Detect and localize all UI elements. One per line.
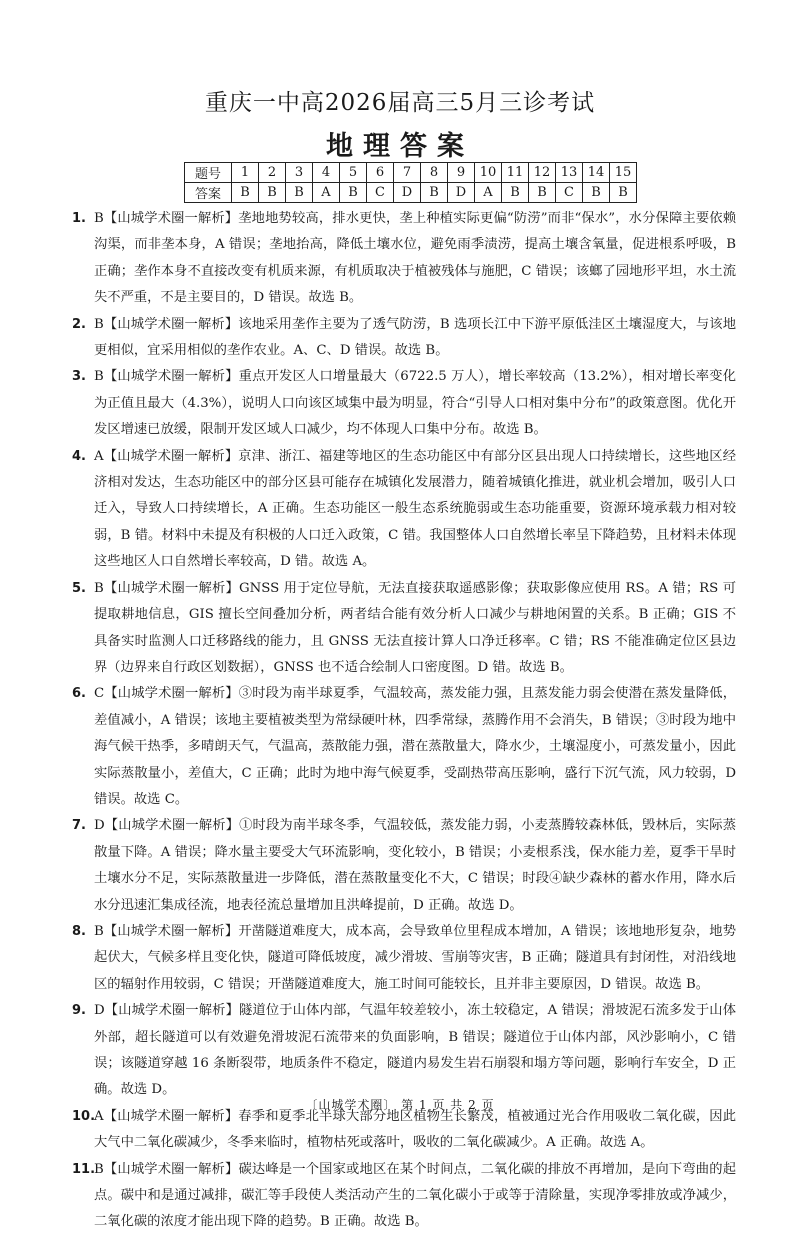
answer-table-answer: B [259,183,286,203]
answer-table-answer: D [394,183,421,203]
answer-table-number-row [185,163,637,183]
answer-table-answer: C [367,183,394,203]
question-explanation: D【山城学术圈一解析】隧道位于山体内部，气温年较差较小，冻土较稳定，A 错误；滑坡泥石流多发于山体外部，超长隧道可以有效避免滑坡泥石流带来的负面影响，B 错误；隧道位于山体内部，风沙影响小，C 错误；该隧道穿越 16 条断裂带，地质条件不稳定，隧道内易发生岩石崩裂和塌方等问题，影响行车安全，D 正确。故选 D。 [94,1003,736,1098]
answer-table-number: 11 [502,163,529,183]
answer-table-number: 15 [610,163,637,183]
page-footer: 〔山城学术圈〕 第 1 页 共 2 页 [305,1098,495,1112]
question-explanation: A【山城学术圈一解析】京津、浙江、福建等地区的生态功能区中有部分区县出现人口持续增长，这些地区经济相对发达，生态功能区中的部分区县可能存在城镇化发展潜力，随着城镇化推进，就业机会增加，吸引人口迁入，导致人口持续增长，A 正确。生态功能区一般生态系统脆弱或生态功能重要，资源环境承载力相对较弱，B 错。材料中未提及有积极的人口迁入政策，C 错。我国整体人口自然增长率呈下降趋势，且材料未体现这些地区人口自然增长率较高，D 错。故选 A。 [94,448,736,570]
question-item [72,576,736,682]
question-number: 8. [72,923,86,939]
answer-table-number: 7 [394,163,421,183]
question-number: 1. [72,211,86,226]
question-number: 11. [72,1161,96,1177]
question-explanation: C【山城学术圈一解析】③时段为南半球夏季，气温较高，蒸发能力强，且蒸发能力弱会使潜在蒸发量降低，差值减小，A 错误；该地主要植被类型为常绿硬叶林，四季常绿，蒸腾作用不会消失，B 错误；③时段为地中海气候干热季，多晴朗天气，气温高，蒸散能力强，潜在蒸散量大，降水少，土壤湿度小，可蒸发量小，因此实际蒸散量小，差值大，C 正确；此时为地中海气候夏季，受副热带高压影响，盛行下沉气流，风力较弱，D 错误。故选 C。 [94,686,736,807]
question-explanation: B【山城学术圈一解析】碳达峰是一个国家或地区在某个时间点，二氧化碳的排放不再增加，是向下弯曲的起点。碳中和是通过减排，碳汇等手段使人类活动产生的二氧化碳小于或等于清除量，实现净零排放或净减少，二氧化碳的浓度才能出现下降的趋势。B 正确。故选 B。 [94,1161,736,1230]
question-list [72,206,736,1236]
question-explanation: D【山城学术圈一解析】①时段为南半球冬季，气温较低，蒸发能力弱，小麦蒸腾较森林低，毁林后，实际蒸散量下降。A 错误；降水量主要受大气环流影响，变化较小，B 错误；小麦根系浅，保水能力差，夏季干旱时土壤水分不足，实际蒸散量进一步降低，潜在蒸散量变化不大，C 错误；时段④缺少森林的蓄水作用，降水后水分迅速汇集成径流，地表径流总量增加且洪峰提前，D 正确。故选 D。 [94,818,736,913]
question-number: 5. [72,580,86,596]
answer-table-number: 12 [529,163,556,183]
question-explanation: A【山城学术圈一解析】春季和夏季北半球大部分地区植物生长繁茂，植被通过光合作用吸收二氧化碳，因此大气中二氧化碳减少，冬季来临时，植物枯死或落叶，吸收的二氧化碳减少。A 正确。故选 A。 [94,1108,736,1151]
answer-table-number: 5 [340,163,367,183]
question-item [72,206,736,312]
question-explanation: B【山城学术圈一解析】重点开发区人口增量最大（6722.5 万人），增长率较高（13.2%），相对增长率变化为正值且最大（4.3%），说明人口向该区域集中最为明显，符合“引导人口相对集中分布”的政策意图。优化开发区增速已放缓，限制开发区域人口减少，均不体现人口集中分布。故选 B。 [94,369,736,438]
answer-table-number: 2 [259,163,286,183]
answer-table-answer: B [232,183,259,203]
answer-table-answer: A [313,183,340,203]
question-item [72,919,736,998]
question-explanation: B【山城学术圈一解析】开凿隧道难度大，成本高，会导致单位里程成本增加，A 错误；该地地形复杂，地势起伏大，气候多样且变化快，隧道可降低坡度，减少滑坡、雪崩等灾害，B 正确；隧道具有封闭性，对沿线地区的辐射作用较弱，C 错误；开凿隧道难度大，施工时间可能较长，且并非主要原因，D 错误。故选 B。 [94,923,736,992]
answer-table-answer: B [583,183,610,203]
answer-table [184,162,637,203]
page-title: 重庆一中高2026届高三5月三诊考试 [204,90,596,116]
question-number: 2. [72,316,86,332]
question-item [72,813,736,919]
answer-table-answer: B [502,183,529,203]
answer-table-number: 4 [313,163,340,183]
answer-table-number: 6 [367,163,394,183]
answer-table-number: 13 [556,163,583,183]
page-subtitle: 地理答案 [326,131,474,162]
answer-table-answer: D [448,183,475,203]
answer-table-number: 14 [583,163,610,183]
question-item [72,312,736,365]
question-number: 7. [72,818,86,834]
answer-table-number: 8 [421,163,448,183]
question-number: 4. [72,448,86,464]
question-explanation: B【山城学术圈一解析】GNSS 用于定位导航，无法直接获取遥感影像；获取影像应使用 RS。A 错；RS 可提取耕地信息，GIS 擅长空间叠加分析，两者结合能有效分析人口减少与耕地闲置的关系。B 正确；GIS 不具备实时监测人口迁移路线的能力，且 GNSS 无法直接计算人口净迁移率。C 错；RS 不能准确定位区县边界（边界来自行政区划数据），GNSS 也不适合绘制人口密度图。D 错。故选 B。 [94,580,736,675]
answer-table-row-label: 题号 [185,163,232,183]
answer-table-answer-row [185,183,637,203]
question-number: 6. [72,686,86,702]
question-item [72,364,736,443]
answer-table-number: 9 [448,163,475,183]
answer-table-row-label: 答案 [185,183,232,203]
answer-table-answer: A [475,183,502,203]
answer-table-number: 1 [232,163,259,183]
question-explanation: B【山城学术圈一解析】垄地地势较高，排水更快，垄上种植实际更偏“防涝”而非“保水”，水分保障主要依赖沟渠，而非垄本身，A 错误；垄地抬高，降低土壤水位，避免雨季渍涝，提高土壤含氧量，促进根系呼吸，B 正确；垄作本身不直接改变有机质来源，有机质取决于植被残体与施肥，C 错误；该螂了园地形平坦，水土流失不严重，不是主要目的，D 错误。故选 B。 [94,211,736,306]
answer-table-answer: C [556,183,583,203]
answer-table-number: 10 [475,163,502,183]
question-item [72,1157,736,1236]
question-item [72,681,736,813]
answer-table-answer: B [340,183,367,203]
question-explanation: B【山城学术圈一解析】该地采用垄作主要为了透气防涝，B 选项长江中下游平原低洼区土壤湿度大，与该地更相似，宜采用相似的垄作农业。A、C、D 错误。故选 B。 [94,316,736,359]
question-item [72,998,736,1104]
answer-table-answer: B [421,183,448,203]
question-number: 10. [72,1108,96,1124]
answer-table-answer: B [286,183,313,203]
answer-table-answer: B [529,183,556,203]
question-number: 3. [72,369,86,385]
answer-table-number: 3 [286,163,313,183]
question-item [72,444,736,576]
answer-table-answer: B [610,183,637,203]
question-number: 9. [72,1003,86,1019]
